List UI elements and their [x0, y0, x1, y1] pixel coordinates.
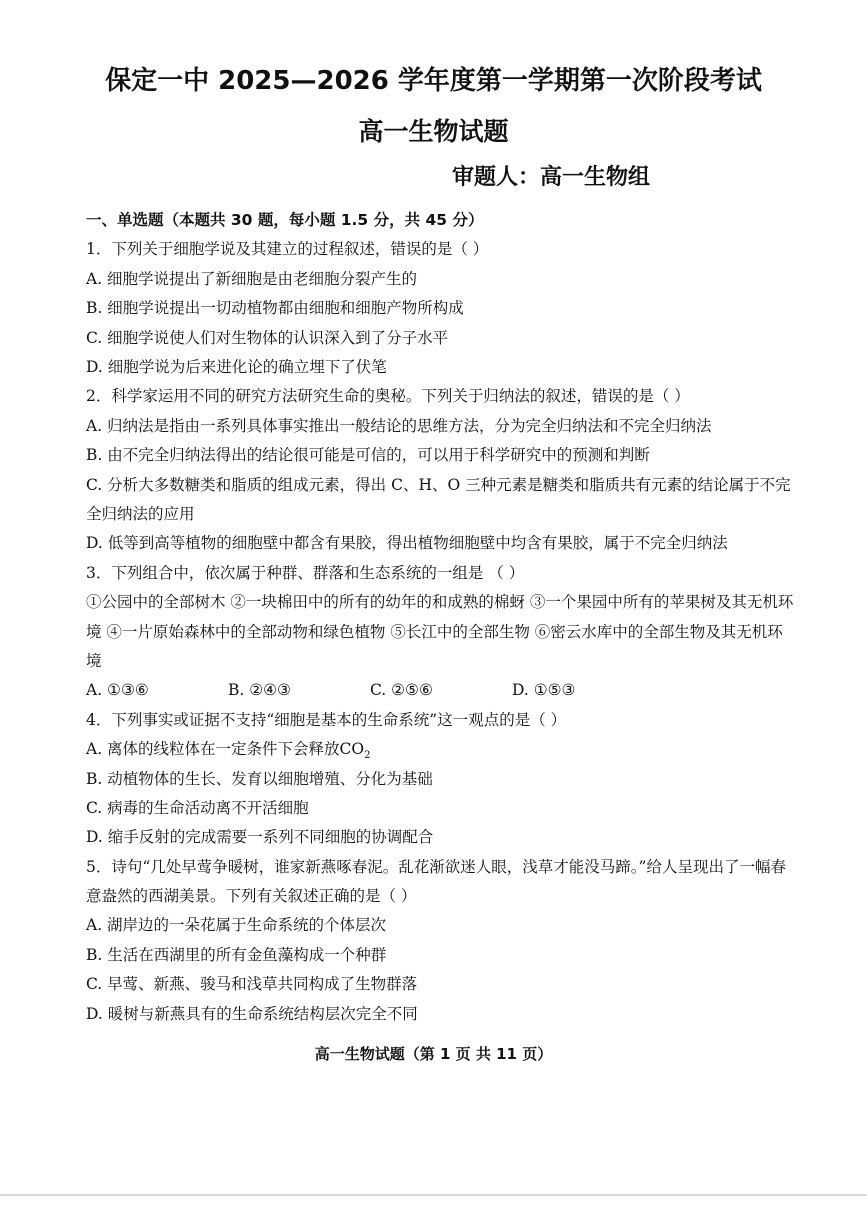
question-1-option-a: A. 细胞学说提出了新细胞是由老细胞分裂产生的 [86, 269, 418, 288]
question-4-option-c: C. 病毒的生命活动离不开活细胞 [86, 798, 309, 817]
question-4-stem: 4．下列事实或证据不支持“细胞是基本的生命系统”这一观点的是（ ） [86, 710, 567, 729]
question-5-option-d: D. 暖树与新燕具有的生命系统结构层次完全不同 [86, 1004, 418, 1023]
question-3-option-b: B. ②④③ [228, 681, 291, 700]
question-1-option-d: D. 细胞学说为后来进化论的确立埋下了伏笔 [86, 357, 387, 376]
question-list [86, 206, 798, 1029]
bottom-divider [0, 1194, 867, 1196]
question-4-option-d: D. 缩手反射的完成需要一系列不同细胞的协调配合 [86, 828, 434, 847]
question-5-option-a: A. 湖岸边的一朵花属于生命系统的个体层次 [86, 916, 387, 935]
question-3-option-d: D. ①⑤③ [512, 681, 576, 700]
question-5-option-c: C. 早莺、新燕、骏马和浅草共同构成了生物群落 [86, 975, 418, 994]
question-3-option-c: C. ②⑤⑥ [370, 681, 433, 700]
section-heading: 一、单选题（本题共 30 题，每小题 1.5 分，共 45 分） [86, 211, 484, 229]
question-3-options [86, 676, 798, 705]
page-footer: 高一生物试题（第 1 页 共 11 页） [314, 1045, 553, 1063]
question-1-stem: 1．下列关于细胞学说及其建立的过程叙述，错误的是（ ） [86, 240, 489, 259]
question-4-option-a [86, 735, 798, 764]
question-3-stem: 3．下列组合中，依次属于种群、群落和生态系统的一组是 （ ） [86, 563, 525, 582]
reviewer-line: 审题人：高一生物组 [452, 165, 651, 190]
question-2-option-c: C. 分析大多数糖类和脂质的组成元素，得出 C、H、O 三种元素是糖类和脂质共有元素的结论属于不完全归纳法的应用 [86, 475, 791, 523]
question-2-option-d: D. 低等到高等植物的细胞壁中都含有果胶，得出植物细胞壁中均含有果胶，属于不完全归纳法 [86, 534, 728, 553]
exam-title: 保定一中 2025—2026 学年度第一学期第一次阶段考试 [105, 66, 762, 96]
question-3-body: ①公园中的全部树木 ②一块棉田中的所有的幼年的和成熟的棉蚜 ③一个果园中所有的苹果树及其无机环境 ④一片原始森林中的全部动物和绿色植物 ⑤长江中的全部生物 ⑥密云水库中的全部生物及其无机环境 [86, 593, 794, 670]
question-2-stem: 2．科学家运用不同的研究方法研究生命的奥秘。下列关于归纳法的叙述，错误的是（ ） [86, 387, 690, 406]
exam-subtitle: 高一生物试题 [358, 117, 509, 146]
question-1-option-c: C. 细胞学说使人们对生物体的认识深入到了分子水平 [86, 328, 449, 347]
question-1-option-b: B. 细胞学说提出一切动植物都由细胞和细胞产物所构成 [86, 299, 464, 318]
question-4-option-b: B. 动植物体的生长、发育以细胞增殖、分化为基础 [86, 769, 433, 788]
question-3-option-a: A. ①③⑥ [86, 681, 149, 700]
question-4-option-a-text: A. 离体的线粒体在一定条件下会释放CO [86, 740, 365, 759]
question-2-option-b: B. 由不完全归纳法得出的结论很可能是可信的，可以用于科学研究中的预测和判断 [86, 446, 650, 465]
question-2-option-a: A. 归纳法是指由一系列具体事实推出一般结论的思维方法，分为完全归纳法和不完全归纳法 [86, 416, 712, 435]
question-5-stem: 5．诗句“几处早莺争暖树，谁家新燕啄春泥。乱花渐欲迷人眼，浅草才能没马蹄。”给人呈现出了一幅春意盎然的西湖美景。下列有关叙述正确的是（ ） [86, 857, 786, 906]
question-5-option-b: B. 生活在西湖里的所有金鱼藻构成一个种群 [86, 945, 387, 964]
question-4-option-a-subscript: 2 [364, 750, 371, 762]
